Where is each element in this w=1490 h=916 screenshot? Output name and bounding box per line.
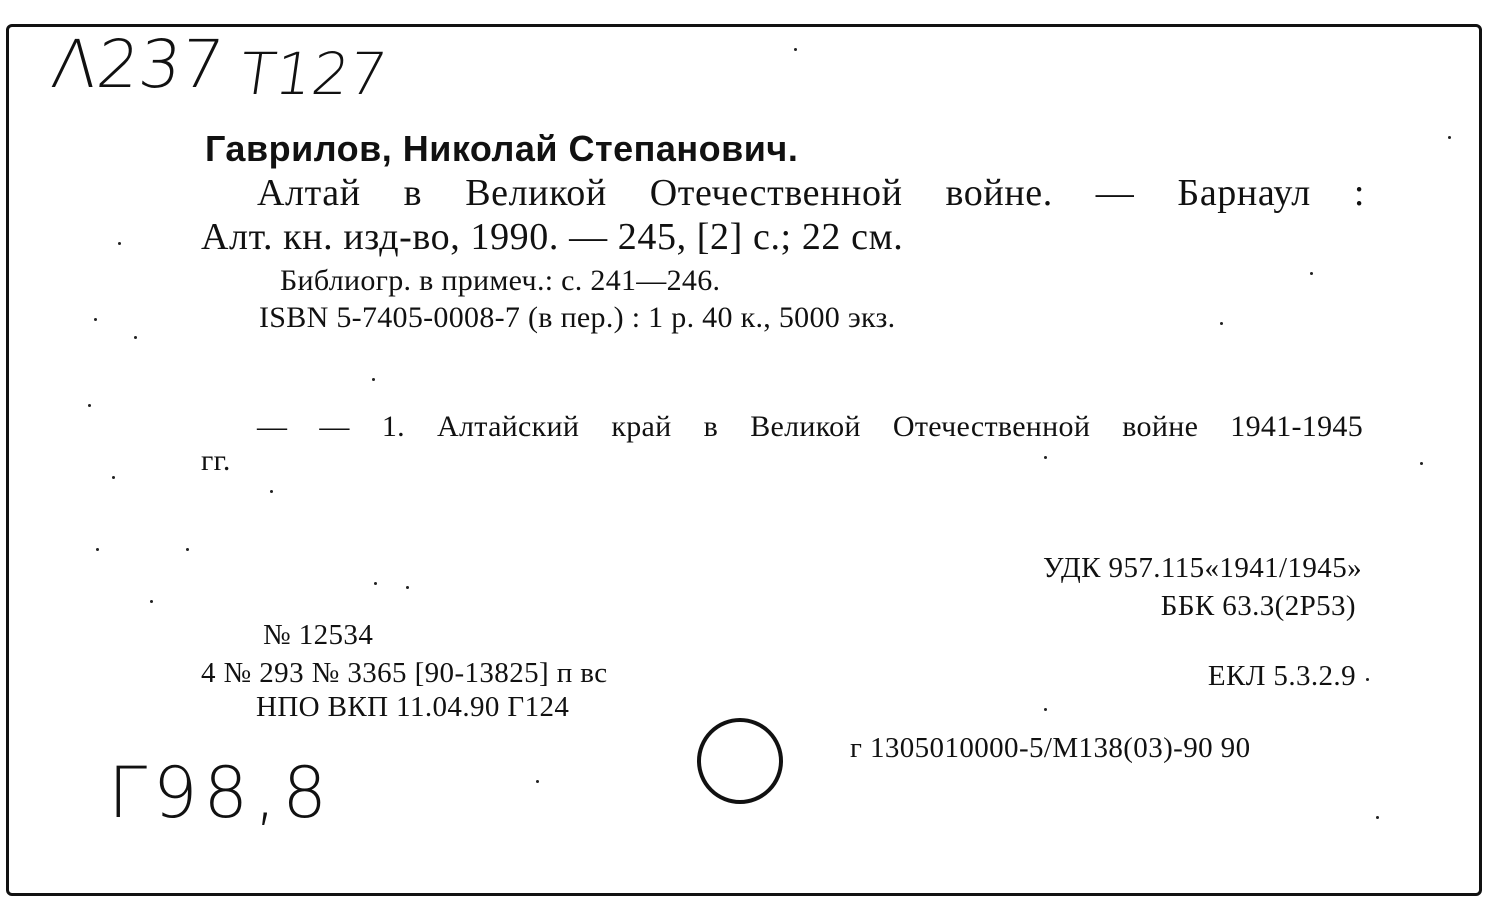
speck (96, 548, 99, 551)
speck (186, 548, 189, 551)
speck (1310, 272, 1313, 275)
title-line-1: Алтай в Великой Отечественной войне. — Барнаул : (257, 172, 1365, 214)
speck (88, 404, 91, 407)
speck (270, 490, 273, 493)
order-line: 4 № 293 № 3365 [90-13825] п вс (201, 657, 608, 689)
author-heading: Гаврилов, Николай Степанович. (205, 128, 799, 169)
speck (374, 582, 377, 585)
bibliography-note: Библиогр. в примеч.: с. 241—246. (280, 264, 721, 297)
title-line-2: Алт. кн. изд-во, 1990. — 245, [2] с.; 22 см. (201, 216, 904, 258)
speck (536, 780, 539, 783)
copyright-circle-mark (697, 718, 783, 804)
speck (150, 600, 153, 603)
subject-heading-line-1: — — 1. Алтайский край в Великой Отечественной войне 1941-1945 (257, 410, 1363, 443)
npo-line: НПО ВКП 11.04.90 Г124 (256, 691, 570, 723)
speck (1420, 462, 1423, 465)
speck (406, 586, 409, 589)
speck (134, 336, 137, 339)
speck (372, 378, 375, 381)
speck (1366, 678, 1369, 681)
speck (1044, 708, 1047, 711)
handwritten-author-mark: Т127 (235, 40, 391, 108)
speck (1044, 456, 1047, 459)
speck (94, 318, 97, 321)
isbn-line: ISBN 5-7405-0008-7 (в пер.) : 1 р. 40 к., 5000 экз. (259, 301, 896, 334)
speck (1376, 816, 1379, 819)
g-code: г 1305010000-5/М138(03)-90 90 (850, 732, 1251, 764)
subject-heading-line-2: гг. (201, 444, 231, 477)
speck (1448, 136, 1451, 139)
speck (794, 48, 797, 51)
handwritten-classification: Г98,8 (108, 752, 333, 834)
speck (118, 242, 121, 245)
speck (112, 476, 115, 479)
speck (1220, 322, 1223, 325)
handwritten-shelf-code: Λ237 (47, 26, 228, 103)
card-number: № 12534 (263, 619, 374, 651)
bbk-code: ББК 63.3(2Р53) (1160, 590, 1356, 622)
ekl-code: ЕКЛ 5.3.2.9 (1207, 660, 1356, 692)
udk-code: УДК 957.115«1941/1945» (1042, 552, 1362, 584)
